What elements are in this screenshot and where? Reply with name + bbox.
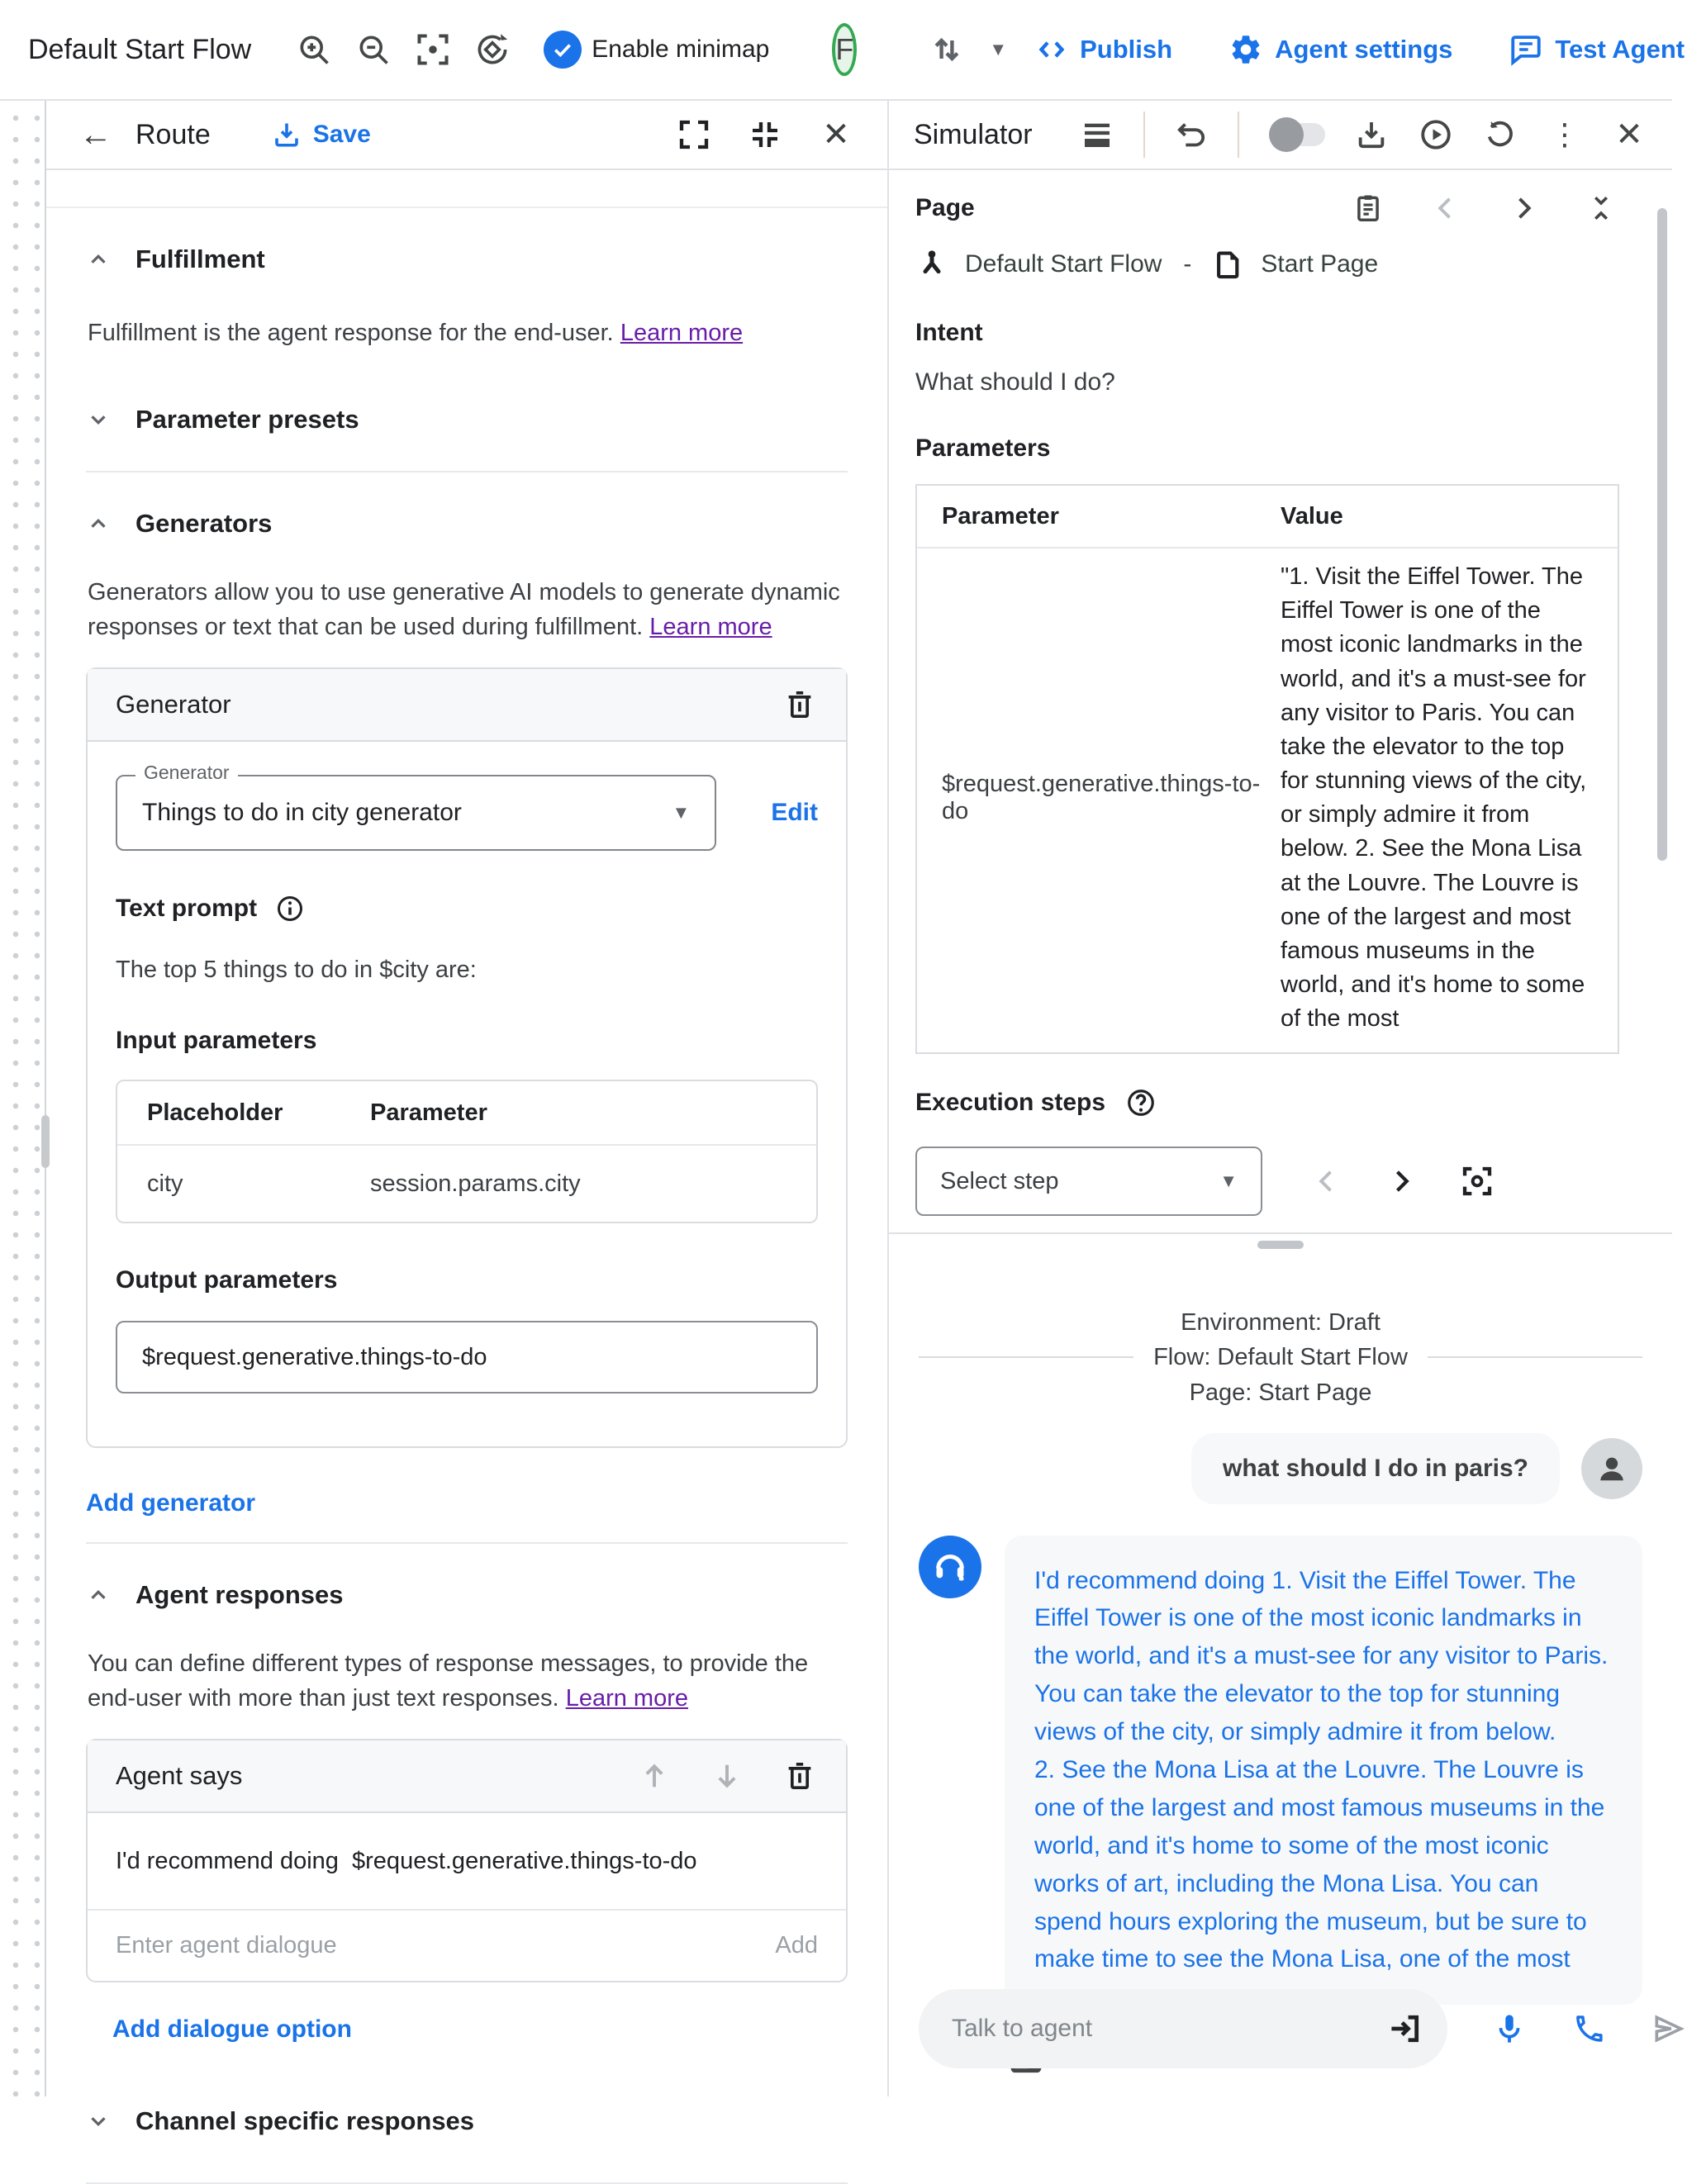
chevron-up-icon [86,247,111,272]
breadcrumb-separator: - [1183,250,1192,278]
main-area [0,101,1672,2136]
divider [919,1356,1133,1358]
breadcrumb-flow-name[interactable]: Default Start Flow [965,250,1162,278]
save-conversation-icon[interactable] [1353,116,1390,153]
flow-line: Flow: Default Start Flow [1153,1344,1408,1371]
simulator-info-section [889,170,1672,1232]
agent-message-paragraph: 2. See the Mona Lisa at the Louvre. The Louvre is one of the largest and most famous museums in the world, and it's home to some of the most iconic works of art, including the Mona Lisa. You can spend hours exploring the museum, but be sure to make time to see the Mona Lisa, one of the most [1034,1756,1605,1973]
scrollbar-thumb[interactable] [1657,208,1667,861]
input-arrow-icon[interactable] [1383,2007,1426,2050]
column-header: Value [1281,502,1343,529]
route-content [46,208,887,2184]
parameters-label: Parameters [915,434,1051,462]
flow-canvas-strip[interactable] [0,101,46,2096]
route-subheader [46,170,887,208]
check-icon [552,39,573,60]
generators-section-header[interactable] [86,509,848,539]
generator-card-title: Generator [116,690,231,719]
panel-drag-handle[interactable] [41,1115,50,1168]
chevron-down-icon [86,2109,111,2134]
breadcrumb [915,248,1619,281]
chevron-left-icon[interactable] [1312,1166,1342,1196]
info-icon[interactable] [275,894,305,923]
topbar-actions [903,31,1685,69]
zoom-out-icon[interactable] [355,31,392,69]
swap-arrows-icon[interactable] [928,31,966,69]
column-header: Parameter [942,502,1059,529]
clipboard-icon[interactable] [1350,190,1386,226]
parameter-cell: session.params.city [370,1170,581,1197]
select-step-dropdown[interactable] [915,1147,1262,1216]
close-icon[interactable]: ✕ [1615,116,1643,153]
toolbar-divider [1143,112,1145,158]
undo-icon[interactable] [1173,116,1209,153]
generators-title: Generators [135,509,273,539]
agent-message-bubble [1005,1536,1642,2006]
flow-title: Default Start Flow [28,33,252,65]
close-icon[interactable]: ✕ [822,116,850,153]
execution-steps-label: Execution steps [915,1089,1106,1117]
parameter-presets-section-header[interactable] [86,405,848,434]
chevron-down-icon[interactable]: ▼ [989,39,1008,59]
zoom-in-icon[interactable] [296,31,332,69]
column-header: Parameter [370,1099,487,1126]
environment-line: Environment: Draft [1181,1309,1380,1337]
agent-dialogue-input[interactable] [116,1932,758,1959]
minimap-toggle-label: Enable minimap [592,36,770,63]
output-parameter-field[interactable]: $request.generative.things-to-do [116,1321,818,1393]
code-icon [1035,33,1068,66]
menu-icon[interactable] [1079,116,1115,153]
chevron-up-icon [86,511,111,536]
back-icon[interactable]: ← [79,116,112,153]
trash-icon[interactable] [782,686,818,723]
generators-description: Generators allow you to use generative AI models to generate dynamic responses or text that can be used during fulfillment. Learn more [88,579,840,641]
page-row [915,190,1619,226]
move-down-icon[interactable] [709,1758,745,1794]
save-icon [272,120,302,150]
fullscreen-icon[interactable] [676,116,712,153]
route-header [46,101,887,170]
add-generator-button[interactable]: Add generator [86,1489,256,1517]
generator-select-value: Things to do in city generator [142,799,462,827]
table-row[interactable] [117,1146,816,1222]
reset-view-icon[interactable] [474,31,511,69]
fulfillment-title: Fulfillment [135,245,265,273]
generator-card-body [88,742,846,1446]
toolbar-divider [1238,112,1239,158]
generator-card-header [88,669,846,742]
value-cell: "1. Visit the Eiffel Tower. The Eiffel Tower is one of the most iconic landmarks in the world, and it's a must-see for any visitor to Paris. You can take the elevator to the top for stunning views of the city, or simply admire it from below. 2. See the Mona Lisa at the Louvre. The Louvre is one of the largest and most famous museums in the world, and it's home to some of the most [1281,563,1587,1033]
add-dialogue-button[interactable]: Add [775,1932,818,1959]
kebab-icon[interactable]: ⋮ [1550,117,1580,151]
input-parameters-table [116,1080,818,1223]
refresh-icon[interactable] [1482,116,1518,153]
breadcrumb-page-name[interactable]: Start Page [1261,250,1379,278]
fulfillment-description: Fulfillment is the agent response for the end-user. Learn more [88,320,744,346]
center-focus-icon[interactable] [415,31,451,69]
channel-specific-section-header[interactable] [86,2106,848,2136]
text-prompt-value: The top 5 things to do in $city are: [116,957,477,984]
person-icon [1581,1438,1642,1499]
learn-more-link[interactable]: Learn more [620,320,744,346]
talk-bar [919,1989,1642,2068]
chevron-right-icon[interactable] [1386,1166,1416,1196]
generator-select-label: Generator [135,762,238,784]
chevron-down-icon: ▼ [672,802,691,824]
chevron-left-icon[interactable] [1428,190,1464,226]
move-up-icon[interactable] [636,1758,672,1794]
table-row [917,548,1618,1052]
phone-icon[interactable] [1571,2007,1606,2050]
agent-settings-button[interactable]: Agent settings [1228,32,1452,67]
talk-pill [919,1989,1447,2068]
agent-message-paragraph: I'd recommend doing 1. Visit the Eiffel Tower. The Eiffel Tower is one of the most iconic landmarks in the world, and it's a must-see for any visitor to Paris. You can take the elevator to the top for stunning views of the city, or simply admire it from below. [1034,1566,1609,1746]
fullscreen-exit-icon[interactable] [747,116,783,153]
unfold-less-icon[interactable] [1583,190,1619,226]
play-icon[interactable] [1418,116,1454,153]
add-dialogue-option-button[interactable]: Add dialogue option [112,2015,352,2044]
text-prompt-label: Text prompt [116,895,258,923]
simulator-title: Simulator [914,118,1033,150]
page-icon [1213,249,1244,280]
fulfillment-section-header[interactable] [86,245,848,274]
divider [1428,1356,1642,1358]
headset-icon [919,1536,981,1598]
environment-banner [919,1305,1642,1409]
talk-to-agent-input[interactable] [952,2015,1383,2043]
agent-says-card [86,1739,848,1982]
step-controls [915,1147,1619,1216]
intent-label: Intent [915,319,983,346]
intent-value: What should I do? [915,368,1115,396]
simulator-panel [889,101,1672,2096]
generator-card [86,667,848,1448]
chat-section [889,1234,1672,2096]
mic-icon[interactable] [1492,2007,1527,2050]
chat-icon [1509,32,1543,67]
parameters-table [915,484,1619,1054]
chevron-right-icon[interactable] [1505,190,1542,226]
page-label: Page [915,194,975,221]
agent-dialogue-entry[interactable]: I'd recommend doing $request.generative.things-to-do [88,1813,846,1911]
trash-icon[interactable] [782,1758,818,1794]
channel-specific-title: Channel specific responses [135,2106,475,2136]
learn-more-link[interactable]: Learn more [565,1685,688,1712]
flow-icon [915,248,948,281]
agent-says-header [88,1740,846,1813]
user-message-row [919,1433,1642,1504]
send-icon[interactable] [1651,2007,1687,2050]
parameter-presets-title: Parameter presets [135,405,359,434]
simulator-header [889,101,1672,170]
help-icon[interactable] [1125,1087,1157,1118]
focus-step-icon[interactable] [1461,1165,1494,1198]
route-panel [46,101,889,2136]
parameter-cell: $request.generative.things-to-do [942,771,1261,825]
simulator-toggle[interactable] [1272,123,1325,146]
agent-message-row [919,1536,1642,2006]
chevron-down-icon: ▼ [1219,1170,1238,1192]
route-panel-title: Route [135,118,211,150]
gear-icon [1228,32,1263,67]
edit-generator-link[interactable]: Edit [771,799,818,827]
divider [86,471,848,472]
learn-more-link[interactable]: Learn more [649,614,772,641]
page-line: Page: Start Page [1189,1379,1372,1406]
chevron-up-icon [86,1583,111,1607]
parameters-header-row [917,486,1618,548]
top-toolbar [0,0,1685,101]
agent-dialogue-footer [88,1911,846,1981]
input-parameters-title: Input parameters [116,1027,317,1055]
execution-steps-row [915,1087,1619,1118]
test-agent-button[interactable]: Test Agent [1509,32,1685,67]
generator-select[interactable] [116,762,716,851]
agent-responses-section-header[interactable] [86,1580,848,1610]
avatar[interactable]: F [832,23,857,76]
agent-responses-description: You can define different types of response messages, to provide the end-user with more than just text responses. Learn more [88,1650,809,1712]
column-header: Placeholder [147,1099,283,1126]
output-parameters-title: Output parameters [116,1266,338,1294]
input-parameters-header-row [117,1081,816,1146]
save-button[interactable]: Save [272,120,371,150]
select-step-placeholder: Select step [940,1167,1059,1194]
agent-says-title: Agent says [116,1761,243,1791]
user-message-bubble: what should I do in paris? [1191,1433,1560,1504]
publish-button[interactable]: Publish [1035,33,1172,66]
placeholder-cell: city [147,1170,183,1197]
agent-responses-title: Agent responses [135,1580,344,1610]
chevron-down-icon [86,407,111,432]
divider [86,1542,848,1544]
